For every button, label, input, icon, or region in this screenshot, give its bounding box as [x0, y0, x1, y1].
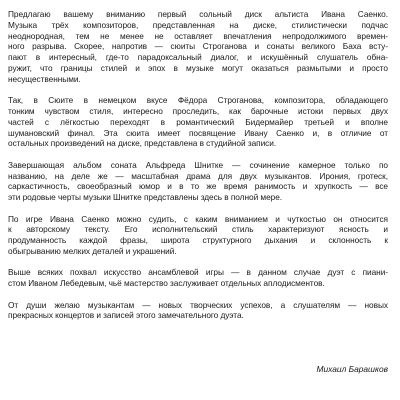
paragraph-schnittke: [8, 160, 388, 203]
text-line: неоднородная, тем не менее не оставляет впечатления непродолжимого времен-: [8, 30, 388, 41]
text-line: ного разрыва. Скорее, напротив — сюиты Строганова и сонаты великого Баха всту-: [8, 41, 388, 52]
text-line: названию, на деле же — масштабная драма для двух музыкантов. Ирония, гротеск,: [8, 170, 388, 181]
text-line: Музыка трёх композиторов, представленная на диске, стилистически подчас: [8, 19, 388, 30]
text-line: остальных произведений на диске, представлена в студийной записи.: [8, 138, 277, 149]
paragraph-ensemble: [8, 267, 388, 289]
text-line: саркастичность, своеобразный юмор и в то же время ранимость и хрупкость — все: [8, 181, 388, 192]
text-line: частей с лёгкостью переходят в романтический Бидермайер третьей и вполне: [8, 116, 388, 127]
text-line: стом Иваном Лебедевым, чьё мастерство заслуживает отдельных аплодисментов.: [8, 278, 325, 289]
text-line: Завершающая альбом соната Альфреда Шнитке — сочинение камерное только по: [8, 159, 388, 170]
paragraph-intro: [8, 9, 388, 85]
text-line: эти родовые черты музыки Шнитке представлены здесь в полной мере.: [8, 192, 283, 203]
paragraph-performance: [8, 214, 388, 257]
text-line: Так, в Сюите в немецком вкусе Фёдора Строганова, композитора, обладающего: [8, 95, 388, 106]
paragraph-stroganov: [8, 95, 388, 149]
text-line: От души желаю музыкантам — новых творческих успехов, а слушателям — новых: [8, 299, 388, 310]
text-line: Выше всяких похвал искусство ансамблевой игры — в данном случае дуэт с пиани-: [8, 267, 388, 278]
text-line: По игре Ивана Саенко можно судить, с каким вниманием и чуткостью он относится: [8, 213, 388, 224]
text-line: ружит, что границы стилей и эпох в музыке могут оказаться размытыми и просто: [8, 62, 388, 73]
paragraph-closing: [8, 300, 388, 322]
text-line: Предлагаю вашему вниманию первый сольный диск альтиста Ивана Саенко.: [8, 9, 388, 19]
text-line: обыгрыванию мелких деталей и украшений.: [8, 245, 177, 256]
text-line: несущественными.: [8, 73, 81, 84]
text-line: тонким чувством стиля, интересно проследить, как барочные истоки первых двух: [8, 105, 388, 116]
text-line: пают в интересный, где-то парадоксальный диалог, и искушённый слушатель обна-: [8, 52, 388, 63]
text-line: к авторскому тексту. Его исполнительский стиль характеризуют ясность и: [8, 224, 388, 235]
article-body: [8, 9, 388, 321]
text-line: шумановский финал. Эта сюита имеет посвящение Ивану Саенко и, в отличие от: [8, 127, 388, 138]
text-line: прекрасных концертов и записей этого замечательного дуэта.: [8, 310, 244, 321]
text-line: продуманность каждой фразы, широта структурного дыхания и склонность к: [8, 235, 388, 246]
author-signature: Михаил Барашков: [316, 364, 388, 374]
